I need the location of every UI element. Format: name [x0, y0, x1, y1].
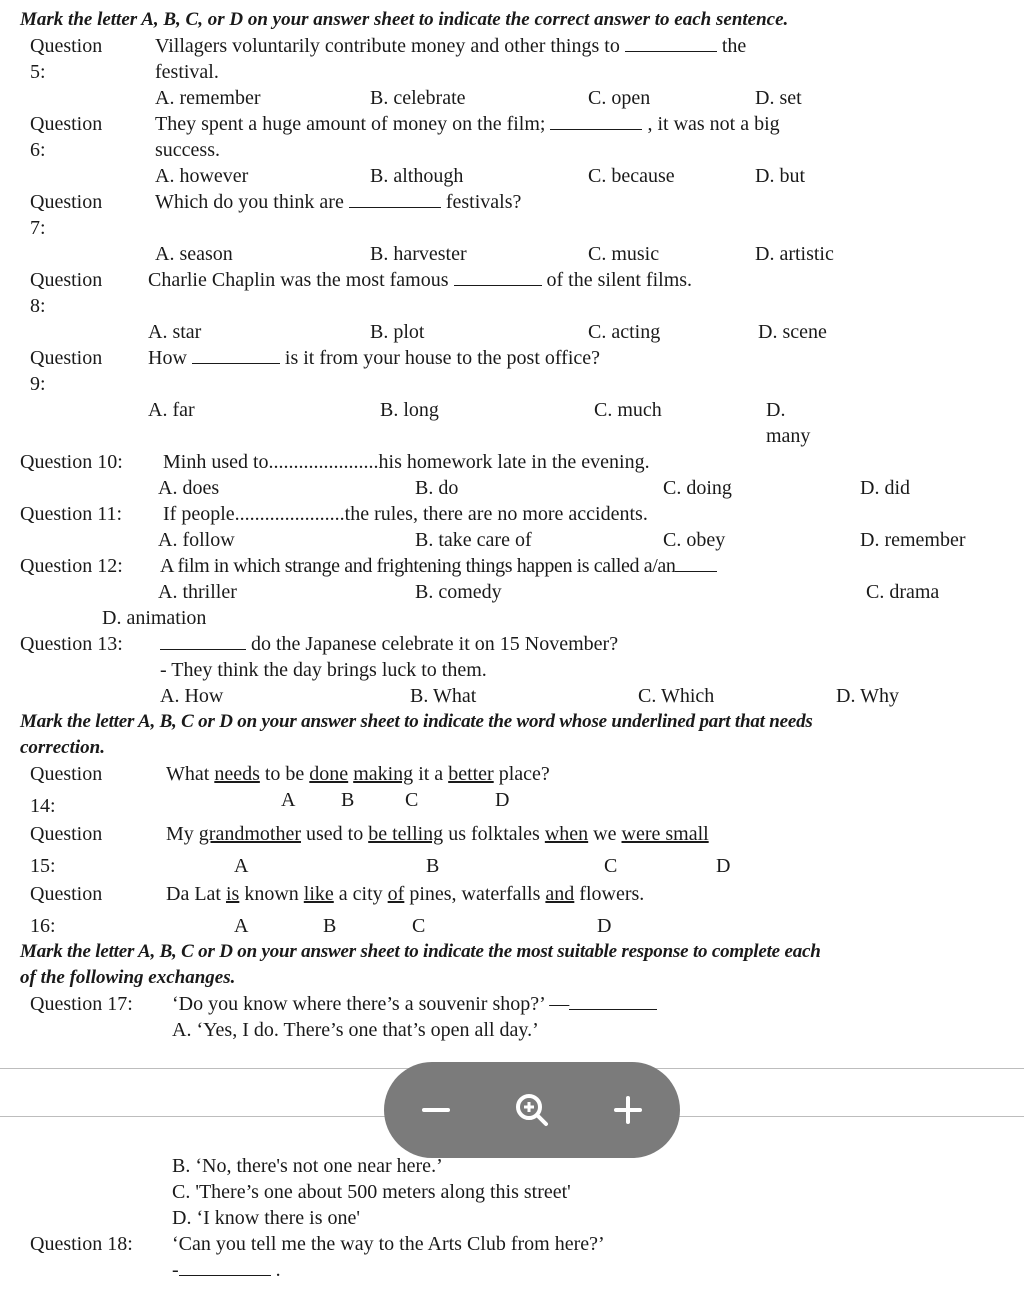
q15-marker-b: B: [426, 855, 440, 877]
q16-marker-b: B: [323, 915, 337, 937]
q14-marker-d: D: [495, 789, 510, 811]
q6-text: They spent a huge amount of money on the film; , it was not a big: [155, 113, 780, 135]
q5-option-b: B. celebrate: [370, 87, 466, 109]
q9-label-b: 9:: [30, 373, 46, 395]
q8-label-a: Question: [30, 269, 103, 291]
q12-text: A film in which strange and frightening things happen is called a/an: [160, 554, 717, 578]
section-heading-1: Mark the letter A, B, C, or D on your answer sheet to indicate the correct answer to each sentence.: [20, 9, 789, 30]
q12-option-d: D. animation: [102, 607, 207, 629]
answer-blank: [192, 347, 280, 364]
q6-label-a: Question: [30, 113, 103, 135]
q5-option-c: C. open: [588, 87, 651, 109]
q6-option-b: B. although: [370, 165, 464, 187]
answer-blank: [179, 1259, 271, 1276]
q5-text-line2: festival.: [155, 61, 219, 83]
q10-option-c: C. doing: [663, 477, 732, 499]
q16-sentence: Da Lat is known like a city of pines, waterfalls and flowers.: [166, 883, 645, 905]
q11-option-d: D. remember: [860, 529, 966, 551]
q10-label: Question 10:: [20, 451, 123, 473]
q9-option-b: B. long: [380, 399, 439, 421]
zoom-in-icon: [510, 1088, 554, 1132]
q10-option-d: D. did: [860, 477, 910, 499]
q7-label-a: Question: [30, 191, 103, 213]
q8-label-b: 8:: [30, 295, 46, 317]
section-heading-2: Mark the letter A, B, C or D on your answer sheet to indicate the word whose underlined part that needs: [20, 711, 813, 732]
q17-label: Question 17:: [30, 993, 133, 1015]
q17-option-a: A. ‘Yes, I do. There’s one that’s open all day.’: [172, 1019, 539, 1041]
q6-option-d: D. but: [755, 165, 805, 187]
q7-option-d: D. artistic: [755, 243, 834, 265]
q14-label-a: Question: [30, 763, 103, 785]
q9-text: How is it from your house to the post office?: [148, 347, 601, 369]
q13-text-line2: - They think the day brings luck to them.: [160, 659, 487, 681]
minus-icon: [414, 1088, 458, 1132]
q12-option-b: B. comedy: [415, 581, 502, 603]
q9-option-d-word: many: [766, 425, 811, 447]
plus-icon: [606, 1088, 650, 1132]
q5-text: Villagers voluntarily contribute money and other things to the: [155, 35, 747, 57]
q15-marker-d: D: [716, 855, 731, 877]
answer-blank: [454, 269, 542, 286]
q15-marker-a: A: [234, 855, 249, 877]
q15-sentence: My grandmother used to be telling us folktales when we were small: [166, 823, 709, 845]
q16-label-a: Question: [30, 883, 103, 905]
q16-marker-d: D: [597, 915, 612, 937]
q15-label-b: 15:: [30, 855, 56, 877]
q16-marker-c: C: [412, 915, 426, 937]
q6-option-a: A. however: [155, 165, 249, 187]
q10-text: Minh used to......................his homework late in the evening.: [163, 451, 650, 473]
q9-label-a: Question: [30, 347, 103, 369]
q9-option-d: D.: [766, 399, 786, 421]
q7-option-b: B. harvester: [370, 243, 467, 265]
q15-label-a: Question: [30, 823, 103, 845]
q5-option-d: D. set: [755, 87, 802, 109]
q12-option-a: A. thriller: [158, 581, 237, 603]
q14-marker-b: B: [341, 789, 355, 811]
q17-option-d: D. ‘I know there is one': [172, 1207, 360, 1229]
q13-option-d: D. Why: [836, 685, 899, 707]
q5-option-a: A. remember: [155, 87, 261, 109]
section-heading-3: Mark the letter A, B, C or D on your answer sheet to indicate the most suitable response to complete each: [20, 941, 821, 962]
answer-blank: [550, 113, 642, 130]
q15-marker-c: C: [604, 855, 618, 877]
q14-sentence: What needs to be done making it a better place?: [166, 763, 550, 785]
q9-option-a: A. far: [148, 399, 195, 421]
q16-label-b: 16:: [30, 915, 56, 937]
zoom-reset-button[interactable]: [484, 1062, 580, 1158]
q14-marker-c: C: [405, 789, 419, 811]
q12-option-c: C. drama: [866, 581, 940, 603]
q11-option-a: A. follow: [158, 529, 235, 551]
answer-blank: [625, 35, 717, 52]
q11-option-c: C. obey: [663, 529, 726, 551]
q8-text: Charlie Chaplin was the most famous of the silent films.: [148, 269, 693, 291]
section-heading-3-line2: of the following exchanges.: [20, 967, 236, 988]
q11-option-b: B. take care of: [415, 529, 532, 551]
q12-label: Question 12:: [20, 555, 123, 577]
q10-option-a: A. does: [158, 477, 220, 499]
q16-marker-a: A: [234, 915, 249, 937]
q17-option-b: B. ‘No, there's not one near here.’: [172, 1155, 443, 1177]
q13-option-a: A. How: [160, 685, 224, 707]
q7-option-c: C. music: [588, 243, 660, 265]
q11-label: Question 11:: [20, 503, 123, 525]
q8-option-c: C. acting: [588, 321, 661, 343]
q9-option-c: C. much: [594, 399, 662, 421]
q13-option-c: C. Which: [638, 685, 715, 707]
answer-blank: [349, 191, 441, 208]
q7-option-a: A. season: [155, 243, 233, 265]
q18-text: ‘Can you tell me the way to the Arts Club from here?’: [172, 1233, 605, 1255]
q8-option-b: B. plot: [370, 321, 425, 343]
q10-option-b: B. do: [415, 477, 459, 499]
q8-option-a: A. star: [148, 321, 202, 343]
q14-marker-a: A: [281, 789, 296, 811]
q7-text: Which do you think are festivals?: [155, 191, 522, 213]
answer-blank: [569, 993, 657, 1010]
q13-option-b: B. What: [410, 685, 477, 707]
section-heading-2-line2: correction.: [20, 737, 105, 758]
zoom-out-button[interactable]: [388, 1062, 484, 1158]
q17-text: ‘Do you know where there’s a souvenir shop?’ —: [172, 992, 657, 1016]
answer-blank: [675, 555, 717, 572]
q13-text: do the Japanese celebrate it on 15 November?: [160, 632, 618, 656]
q7-label-b: 7:: [30, 217, 46, 239]
q6-text-line2: success.: [155, 139, 220, 161]
zoom-control: [384, 1062, 680, 1158]
q18-label: Question 18:: [30, 1233, 133, 1255]
q13-label: Question 13:: [20, 633, 123, 655]
q17-option-c: C. 'There’s one about 500 meters along this street': [172, 1181, 571, 1203]
q5-label-a: Question: [30, 35, 103, 57]
q8-option-d: D. scene: [758, 321, 827, 343]
q6-label-b: 6:: [30, 139, 46, 161]
q14-label-b: 14:: [30, 795, 56, 817]
answer-blank: [160, 633, 246, 650]
q11-text: If people......................the rules, there are no more accidents.: [163, 503, 648, 525]
q5-label-b: 5:: [30, 61, 46, 83]
zoom-in-button[interactable]: [580, 1062, 676, 1158]
q6-option-c: C. because: [588, 165, 675, 187]
q18-answer-line: - .: [172, 1259, 281, 1281]
